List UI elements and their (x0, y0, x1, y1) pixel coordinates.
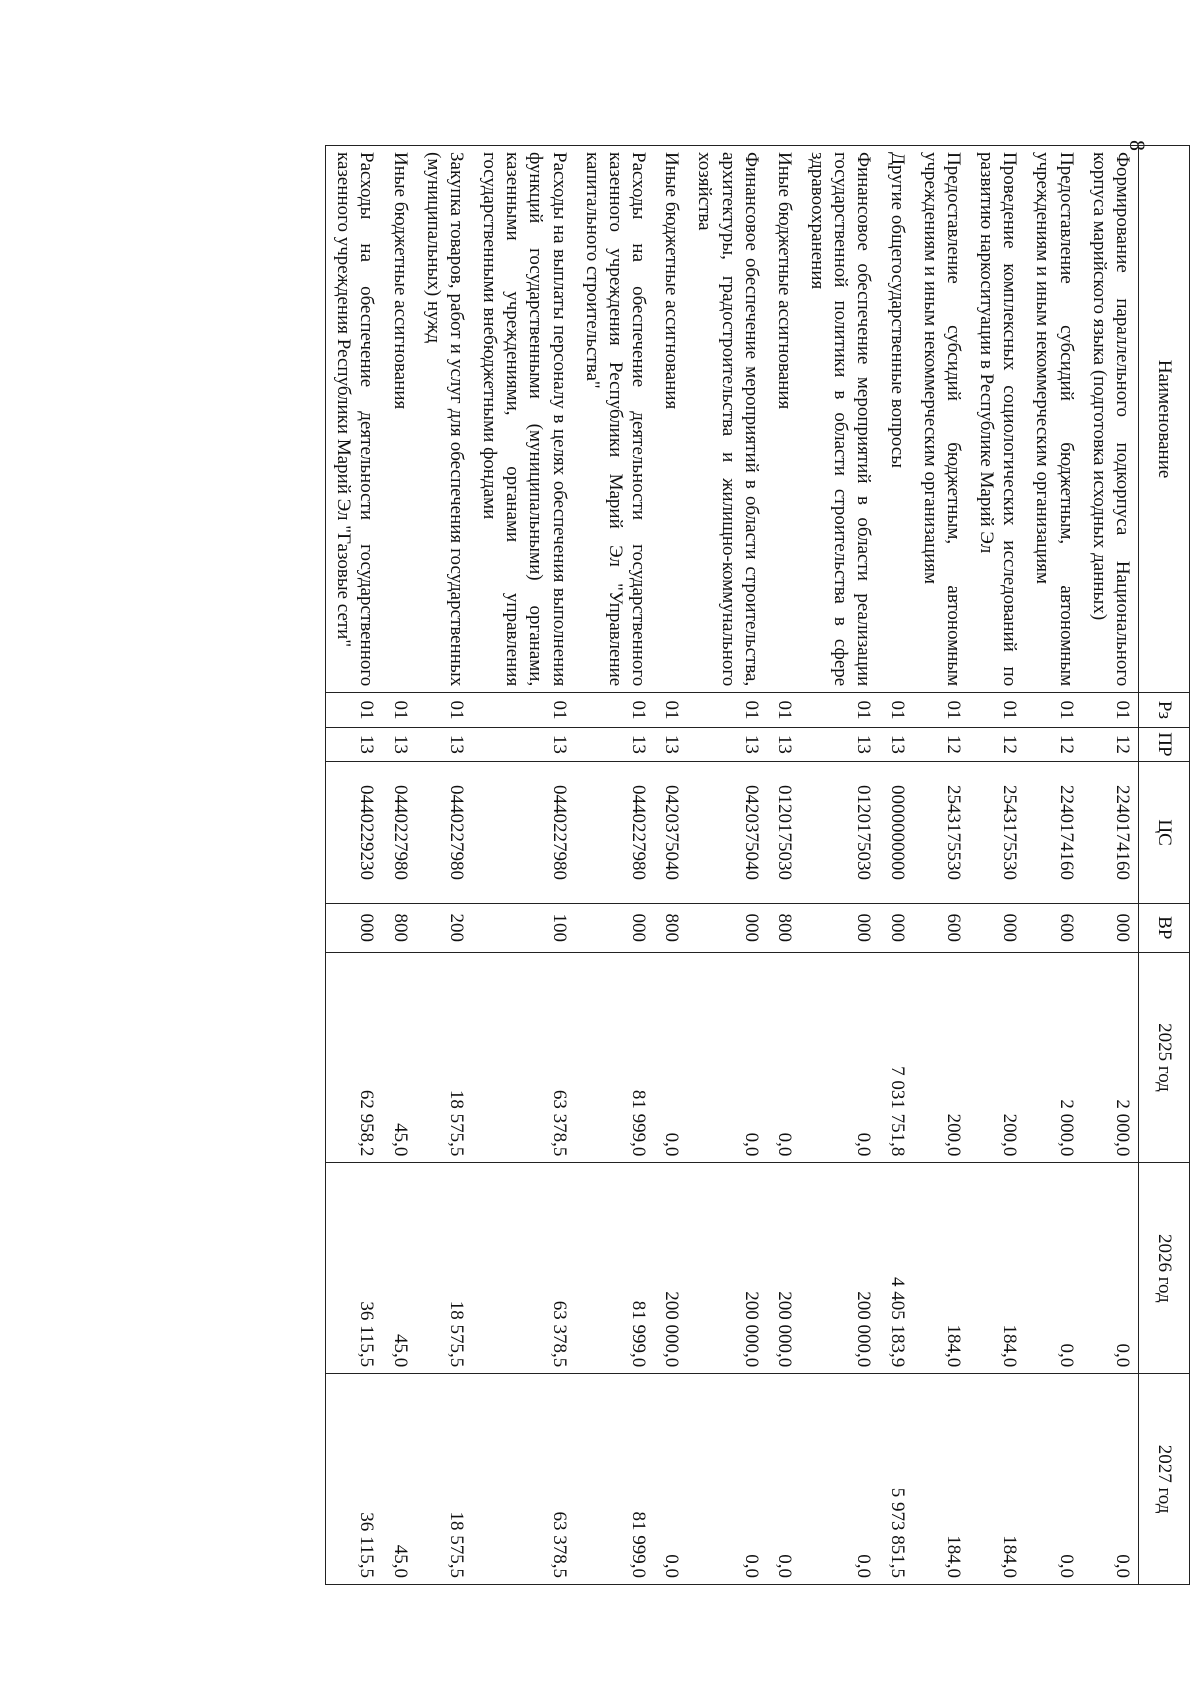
cell-name: Другие общегосударственные вопросы (879, 146, 912, 693)
cell-name: Расходы на обеспечение деятельности государственного казенного учреждения Республики Марий Эл "Газовые сети" (326, 146, 383, 693)
table-row (800, 146, 880, 1585)
table-row (416, 146, 472, 1585)
header-rz: Рз (1139, 693, 1190, 727)
cell-cs: 2543175530 (913, 762, 969, 904)
cell-rz: 01 (687, 693, 767, 727)
cell-pr: 13 (767, 727, 800, 761)
cell-pr: 13 (326, 727, 383, 761)
cell-rz: 01 (1025, 693, 1081, 727)
cell-2026: 200 000,0 (654, 1163, 687, 1374)
budget-table (325, 145, 1190, 1585)
cell-2027: 0,0 (1025, 1374, 1081, 1585)
cell-vr: 600 (913, 903, 969, 952)
cell-rz: 01 (416, 693, 472, 727)
cell-cs: 2240174160 (1025, 762, 1081, 904)
cell-2025: 63 378,5 (472, 952, 575, 1163)
cell-2026: 200 000,0 (687, 1163, 767, 1374)
cell-2025: 0,0 (687, 952, 767, 1163)
header-name: Наименование (1139, 146, 1190, 693)
cell-vr: 000 (687, 903, 767, 952)
cell-2027: 63 378,5 (472, 1374, 575, 1585)
cell-2026: 200 000,0 (767, 1163, 800, 1374)
header-vr: ВР (1139, 903, 1190, 952)
table-row (575, 146, 655, 1585)
cell-rz: 01 (1082, 693, 1139, 727)
cell-vr: 200 (416, 903, 472, 952)
cell-name: Иные бюджетные ассигнования (654, 146, 687, 693)
cell-name: Финансовое обеспечение мероприятий в области строительства, архитектуры, градостроительства и жилищно-коммунального хозяйства (687, 146, 767, 693)
cell-2025: 0,0 (654, 952, 687, 1163)
cell-2027: 0,0 (800, 1374, 880, 1585)
rotated-page (325, 145, 1190, 1585)
cell-2027: 36 115,5 (326, 1374, 383, 1585)
cell-2026: 0,0 (1082, 1163, 1139, 1374)
table-row (969, 146, 1025, 1585)
cell-2025: 7 031 751,8 (879, 952, 912, 1163)
cell-vr: 800 (654, 903, 687, 952)
cell-cs: 0440227980 (382, 762, 415, 904)
cell-name: Иные бюджетные ассигнования (382, 146, 415, 693)
cell-2026: 36 115,5 (326, 1163, 383, 1374)
cell-rz: 01 (654, 693, 687, 727)
cell-2025: 62 958,2 (326, 952, 383, 1163)
table-row (687, 146, 767, 1585)
cell-2027: 5 973 851,5 (879, 1374, 912, 1585)
cell-2026: 4 405 183,9 (879, 1163, 912, 1374)
cell-2027: 45,0 (382, 1374, 415, 1585)
header-2027: 2027 год (1139, 1374, 1190, 1585)
cell-2027: 0,0 (687, 1374, 767, 1585)
cell-pr: 13 (687, 727, 767, 761)
cell-pr: 13 (800, 727, 880, 761)
cell-name: Закупка товаров, работ и услуг для обеспечения государственных (муниципальных) нужд (416, 146, 472, 693)
cell-rz: 01 (800, 693, 880, 727)
cell-pr: 13 (879, 727, 912, 761)
cell-name: Расходы на выплаты персоналу в целях обеспечения выполнения функций государственными (муниципальными) органами, казенными учреждениями, органами управления государственными внебюджетными фондами (472, 146, 575, 693)
cell-rz: 01 (913, 693, 969, 727)
table-row (879, 146, 912, 1585)
cell-name: Расходы на обеспечение деятельности государственного казенного учреждения Республики Марий Эл "Управление капитального строительства" (575, 146, 655, 693)
cell-name: Финансовое обеспечение мероприятий в области реализации государственной политики в области строительства в сфере здравоохранения (800, 146, 880, 693)
table-row (382, 146, 415, 1585)
cell-cs: 0000000000 (879, 762, 912, 904)
cell-2025: 0,0 (800, 952, 880, 1163)
cell-name: Проведение комплексных социологических исследований по развитию наркоситуации в Республике Марий Эл (969, 146, 1025, 693)
cell-2026: 45,0 (382, 1163, 415, 1374)
table-header (1139, 146, 1190, 1585)
cell-pr: 12 (913, 727, 969, 761)
cell-2025: 2 000,0 (1082, 952, 1139, 1163)
cell-cs: 0120175030 (767, 762, 800, 904)
cell-vr: 800 (382, 903, 415, 952)
cell-2027: 0,0 (767, 1374, 800, 1585)
cell-name: Формирование параллельного подкорпуса Национального корпуса марийского языка (подготовка исходных данных) (1082, 146, 1139, 693)
cell-pr: 13 (472, 727, 575, 761)
page-number: 8 (1125, 140, 1150, 151)
cell-pr: 12 (1025, 727, 1081, 761)
table-row (1025, 146, 1081, 1585)
cell-2025: 45,0 (382, 952, 415, 1163)
cell-2027: 81 999,0 (575, 1374, 655, 1585)
table-row (326, 146, 383, 1585)
cell-pr: 13 (382, 727, 415, 761)
header-cs: ЦС (1139, 762, 1190, 904)
cell-cs: 0420375040 (687, 762, 767, 904)
table-body (326, 146, 1139, 1585)
cell-cs: 0440227980 (472, 762, 575, 904)
cell-2026: 0,0 (1025, 1163, 1081, 1374)
cell-2027: 184,0 (969, 1374, 1025, 1585)
cell-rz: 01 (767, 693, 800, 727)
cell-vr: 800 (767, 903, 800, 952)
cell-pr: 13 (416, 727, 472, 761)
cell-name: Предоставление субсидий бюджетным, автономным учреждениям и иным некоммерческим организациям (1025, 146, 1081, 693)
table-row (654, 146, 687, 1585)
cell-vr: 000 (879, 903, 912, 952)
cell-2025: 18 575,5 (416, 952, 472, 1163)
cell-2026: 200 000,0 (800, 1163, 880, 1374)
cell-cs: 0440227980 (575, 762, 655, 904)
cell-2027: 184,0 (913, 1374, 969, 1585)
cell-2025: 200,0 (969, 952, 1025, 1163)
cell-cs: 0420375040 (654, 762, 687, 904)
header-2025: 2025 год (1139, 952, 1190, 1163)
cell-2027: 0,0 (1082, 1374, 1139, 1585)
cell-cs: 0440227980 (416, 762, 472, 904)
cell-2025: 81 999,0 (575, 952, 655, 1163)
cell-rz: 01 (969, 693, 1025, 727)
cell-2026: 184,0 (969, 1163, 1025, 1374)
cell-2025: 2 000,0 (1025, 952, 1081, 1163)
cell-pr: 13 (575, 727, 655, 761)
cell-vr: 000 (800, 903, 880, 952)
cell-cs: 0440229230 (326, 762, 383, 904)
cell-pr: 12 (1082, 727, 1139, 761)
cell-2026: 18 575,5 (416, 1163, 472, 1374)
cell-vr: 000 (1082, 903, 1139, 952)
cell-vr: 600 (1025, 903, 1081, 952)
header-2026: 2026 год (1139, 1163, 1190, 1374)
cell-cs: 2543175530 (969, 762, 1025, 904)
cell-vr: 000 (326, 903, 383, 952)
table-row (472, 146, 575, 1585)
cell-cs: 2240174160 (1082, 762, 1139, 904)
cell-name: Предоставление субсидий бюджетным, автономным учреждениям и иным некоммерческим организациям (913, 146, 969, 693)
cell-pr: 13 (654, 727, 687, 761)
table-row (1082, 146, 1139, 1585)
table-row (913, 146, 969, 1585)
cell-pr: 12 (969, 727, 1025, 761)
table-row (767, 146, 800, 1585)
cell-rz: 01 (326, 693, 383, 727)
cell-2027: 0,0 (654, 1374, 687, 1585)
cell-2025: 200,0 (913, 952, 969, 1163)
cell-2026: 63 378,5 (472, 1163, 575, 1374)
header-pr: ПР (1139, 727, 1190, 761)
cell-vr: 000 (575, 903, 655, 952)
cell-2026: 81 999,0 (575, 1163, 655, 1374)
cell-vr: 100 (472, 903, 575, 952)
cell-name: Иные бюджетные ассигнования (767, 146, 800, 693)
cell-cs: 0120175030 (800, 762, 880, 904)
cell-rz: 01 (472, 693, 575, 727)
cell-rz: 01 (879, 693, 912, 727)
cell-2027: 18 575,5 (416, 1374, 472, 1585)
cell-rz: 01 (575, 693, 655, 727)
cell-rz: 01 (382, 693, 415, 727)
cell-vr: 000 (969, 903, 1025, 952)
cell-2026: 184,0 (913, 1163, 969, 1374)
cell-2025: 0,0 (767, 952, 800, 1163)
